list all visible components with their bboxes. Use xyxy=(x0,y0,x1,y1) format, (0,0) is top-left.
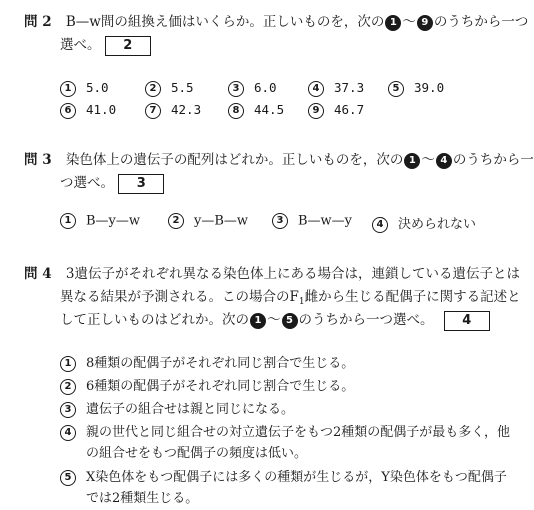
q2-option-2[interactable]: 2 5.5 xyxy=(145,80,194,97)
q2-option-1[interactable]: 1 5.0 xyxy=(60,80,109,97)
q4-range-start: 1 xyxy=(250,313,266,329)
q4-label: 問 4 xyxy=(24,266,52,282)
q4-stem-line3: して正しいものはどれか。次の 1 〜 5 のうちから一つ選べ。 4 xyxy=(60,308,490,331)
q2-option-4[interactable]: 4 37.3 xyxy=(308,80,364,97)
q2-option-9[interactable]: 9 46.7 xyxy=(308,102,364,119)
q2-label: 問 2 xyxy=(24,14,52,30)
q3-option-3[interactable]: 3 B—w—y xyxy=(272,213,352,229)
q4-stem-line1: 問 4 3遺伝子がそれぞれ異なる染色体上にある場合は，連鎖している遺伝子とは xyxy=(24,266,520,282)
q4-option-4[interactable]: 4 親の世代と同じ組合せの対立遺伝子をもつ2種類の配偶子が最も多く，他 xyxy=(60,421,510,441)
q4-option-2[interactable]: 2 6種類の配偶子がそれぞれ同じ割合で生じる。 xyxy=(60,375,354,395)
q4-option-4-cont: の組合せをもつ配偶子の頻度は低い。 xyxy=(86,446,308,461)
q2-answer-box[interactable]: 2 xyxy=(105,36,151,56)
q3-option-2[interactable]: 2 y—B—w xyxy=(168,213,248,229)
q2-option-7[interactable]: 7 42.3 xyxy=(145,102,201,119)
q4-answer-box[interactable]: 4 xyxy=(444,311,490,331)
q3-answer-box[interactable]: 3 xyxy=(118,174,164,194)
q3-stem-line2: つ選べ。 3 xyxy=(60,171,164,194)
q4-option-5-cont: では2種類生じる。 xyxy=(86,491,199,506)
q3-option-1[interactable]: 1 B—y—w xyxy=(60,213,140,229)
q2-stem-line2: 選べ。 2 xyxy=(60,33,151,56)
q4-option-5[interactable]: 5 X染色体をもつ配偶子には多くの種類が生じるが，Y染色体をもつ配偶子 xyxy=(60,466,507,486)
q3-range-end: 4 xyxy=(436,153,452,169)
q4-option-3[interactable]: 3 遺伝子の組合せは親と同じになる。 xyxy=(60,398,294,418)
q4-range-end: 5 xyxy=(282,313,298,329)
q4-option-1[interactable]: 1 8種類の配偶子がそれぞれ同じ割合で生じる。 xyxy=(60,352,354,372)
q2-range-end: 9 xyxy=(417,15,433,31)
q3-range-start: 1 xyxy=(404,153,420,169)
q3-option-4[interactable]: 4 決められない xyxy=(372,213,476,233)
q2-option-3[interactable]: 3 6.0 xyxy=(228,80,277,97)
q4-stem-line2: 異なる結果が予測される。この場合の$F_1$雌から生じる配偶子に関する記述と xyxy=(60,289,521,307)
q2-option-5[interactable]: 5 39.0 xyxy=(388,80,444,97)
q2-option-8[interactable]: 8 44.5 xyxy=(228,102,284,119)
q3-label: 問 3 xyxy=(24,152,52,168)
q3-stem-line1: 問 3 染色体上の遺伝子の配列はどれか。正しいものを，次の 1 〜 4 のうちから一 xyxy=(24,152,534,168)
q2-option-6[interactable]: 6 41.0 xyxy=(60,102,116,119)
q2-range-start: 1 xyxy=(385,15,401,31)
q2-stem-line1: 問 2 B—w間の組換え価はいくらか。正しいものを，次の 1 〜 9 のうちから一つ xyxy=(24,14,529,30)
